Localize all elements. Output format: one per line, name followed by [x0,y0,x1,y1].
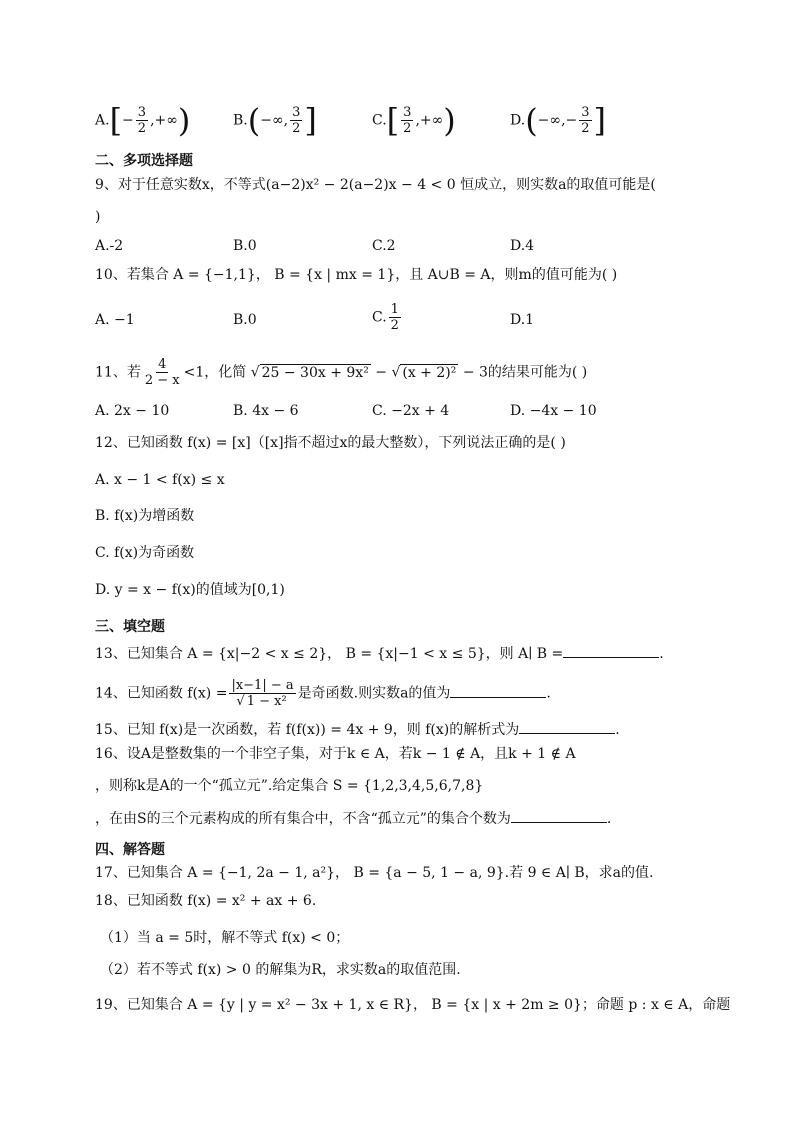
question-17-text: 17、已知集合 A = {−1, 2a − 1, a²}， B = {a − 5, 1 − a, 9}.若 9 ∈ A∣ B，求a的值. [95,865,654,881]
q8-option-c: C.[ $\frac{3}{2}$ ,+∞) [372,101,456,140]
q9-option-a: A.-2 [95,238,124,254]
q8-option-d: D.(−∞,− $\frac{3}{2}$ ] [510,101,607,140]
question-14-text: 14、已知函数 f(x) = $\frac{|x-1| - a}{\text{√ 1 − x²}}$ 是奇函数.则实数a的值为 . [95,678,551,709]
question-16-line-2: ，则称k是A的一个“孤立元”.给定集合 S = {1,2,3,4,5,6,7,8} [95,778,484,794]
question-9-text: 9、对于任意实数x，不等式(a−2)x² − 2(a−2)x − 4 < 0 恒成立，则实数a的取值可能是( [95,177,656,193]
q12-option-c: C. f(x)为奇函数 [95,545,195,561]
q10-option-d: D.1 [510,312,535,328]
q10-option-b: B.0 [233,312,257,328]
q11-option-b: B. 4x − 6 [233,403,299,419]
q9-option-d: D.4 [510,238,535,254]
q11-option-a: A. 2x − 10 [95,403,170,419]
q10-option-a: A. −1 [95,312,135,328]
question-19-text: 19、已知集合 A = {y | y = x² − 3x + 1, x ∈ R}， B = {x | x + 2m ≥ 0}；命题 p : x ∈ A，命题 [95,997,731,1013]
question-13-text: 13、已知集合 A = {x|−2 < x ≤ 2}， B = {x|−1 < x ≤ 5}，则 A∣ B = . [95,643,664,664]
question-18-text: 18、已知函数 f(x) = x² + ax + 6. [95,893,317,909]
section-heading-multiple-choice: 二、多项选择题 [95,153,193,169]
q9-option-c: C.2 [372,238,396,254]
q12-option-d: D. y = x − f(x)的值域为[0,1) [95,582,285,598]
section-heading-fill-in: 三、填空题 [95,619,165,635]
question-18-part-2: （2）若不等式 f(x) > 0 的解集为R，求实数a的取值范围. [100,962,461,978]
question-12-text: 12、已知函数 f(x) = [x]（[x]指不超过x的最大整数），下列说法正确的是( ) [95,435,566,451]
question-9-text-cont: ) [95,209,101,225]
q8-option-b: B.(−∞, $\frac{3}{2}$ ] [233,101,317,140]
question-16-line-1: 16、设A是整数集的一个非空子集，对于k ∈ A，若k − 1 ∉ A，且k + 1 ∉ A [95,746,576,762]
section-heading-solutions: 四、解答题 [95,842,165,858]
q12-option-b: B. f(x)为增函数 [95,508,195,524]
q11-option-c: C. −2x + 4 [372,403,450,419]
q10-option-c: C. $\frac{1}{2}$ [372,302,399,333]
question-18-part-1: （1）当 a = 5时，解不等式 f(x) < 0； [100,930,350,946]
q11-option-d: D. −4x − 10 [510,403,597,419]
question-10-text: 10、若集合 A = {−1,1}， B = {x | mx = 1}，且 A∪B = A，则m的值可能为( ) [95,267,618,283]
question-16-line-3: ，在由S的三个元素构成的所有集合中，不含“孤立元”的集合个数为 . [95,808,611,829]
question-11-text: 11、若 $\frac{4}{2 - x}$ <1，化简 √ 25 − 30x + 9x² − √ (x + 2)² − 3的结果可能为( ) [95,357,588,388]
q12-option-a: A. x − 1 < f(x) ≤ x [95,472,225,488]
question-15-text: 15、已知 f(x)是一次函数，若 f(f(x)) = 4x + 9，则 f(x)的解析式为 . [95,719,620,740]
q8-option-a: A.[− $\frac{3}{2}$ ,+∞) [95,101,191,140]
q9-option-b: B.0 [233,238,257,254]
